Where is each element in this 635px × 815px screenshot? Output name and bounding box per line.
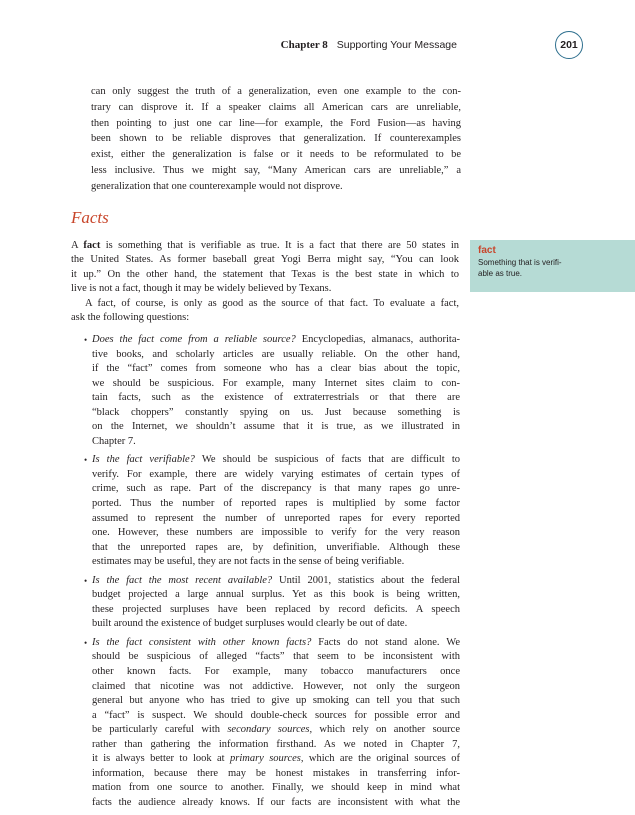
text-line: claimed that nicotine was not addictive. However, not only the surgeon bbox=[92, 680, 460, 692]
text-line: should be suspicious of alleged “facts” that seem to be inconsistent with bbox=[92, 651, 460, 663]
text-line: a “fact” is suspect. We should double-check sources for possible error and bbox=[92, 709, 460, 721]
text-line: these projected surpluses have been replaced by record deficits. A speech bbox=[92, 603, 460, 615]
text-line: been shown to be reliable disproves that generalization. If counterexamples bbox=[91, 133, 461, 145]
text-line: ported. Thus the number of reported rapes is multiplied by some factor bbox=[92, 498, 460, 510]
text-line: information, because there may be honest mistakes in transferring infor- bbox=[92, 767, 460, 779]
text-line: trary can disprove it. If a speaker claims all American cars are unreliable, bbox=[91, 101, 461, 113]
text-line: one. However, these numbers are impossible to verify for the very reason bbox=[92, 527, 460, 539]
text-line: “black choppers” constantly spying on us. Just because something is bbox=[92, 406, 460, 418]
facts-body bbox=[71, 239, 459, 325]
definition-line: able as true. bbox=[478, 268, 523, 278]
text-line: built around the existence of budget surpluses would clearly be out of date. bbox=[92, 618, 408, 630]
question-text: Does the fact come from a reliable source? bbox=[92, 334, 296, 345]
text-line: tain facts, such as the existence of extraterrestrials or that there are bbox=[92, 392, 460, 404]
text-run: Until 2001, statistics about the federal bbox=[272, 574, 460, 586]
text-line: assumed to represent the number of unreported rapes for every reported bbox=[92, 512, 460, 524]
text-run: which rely on another source bbox=[312, 724, 460, 736]
text-line bbox=[92, 752, 460, 767]
term-primary-sources: primary sources, bbox=[229, 753, 304, 765]
text-line: then pointing to just one car line—for example, the Ford Fusion—as having bbox=[91, 117, 461, 129]
text-line bbox=[92, 453, 460, 468]
text-line bbox=[92, 574, 460, 589]
text-line: ask the following questions: bbox=[71, 312, 190, 324]
text-line: can only suggest the truth of a generalization, even one example to the con- bbox=[91, 86, 461, 97]
text-line bbox=[92, 636, 460, 651]
text-run: is something that is verifiable as true. It is a fact that there are 50 states in bbox=[100, 240, 459, 251]
text-run: Facts do not stand alone. We bbox=[311, 636, 460, 648]
list-item bbox=[84, 333, 460, 449]
key-term-fact: fact bbox=[83, 240, 101, 251]
list-item bbox=[84, 574, 460, 632]
text-line: if the “fact” comes from someone who has a clear bias about the topic, bbox=[92, 363, 460, 375]
text-line bbox=[71, 239, 459, 253]
glossary-term: fact bbox=[478, 245, 496, 256]
list-item bbox=[84, 453, 460, 569]
text-line: verify. For example, there are widely varying estimates of certain types of bbox=[92, 468, 460, 480]
section-heading: Facts bbox=[71, 208, 109, 227]
term-secondary-sources: secondary sources, bbox=[227, 724, 313, 736]
chapter-title: Supporting Your Message bbox=[336, 39, 457, 51]
text-line: general but anyone who has tried to give up smoking can tell you that such bbox=[92, 695, 460, 707]
page-number: 201 bbox=[555, 31, 583, 59]
glossary-definition bbox=[478, 258, 627, 279]
text-run: which are the original sources of bbox=[303, 753, 460, 765]
text-line: Chapter 7. bbox=[92, 435, 136, 447]
text-run: We should be suspicious of facts that are difficult to bbox=[194, 454, 460, 466]
running-head bbox=[281, 39, 457, 51]
text-line: we should be suspicious. For example, many Internet sites claim to con- bbox=[92, 377, 460, 389]
text-line: other known facts. For example, many tobacco manufacturers once bbox=[92, 666, 460, 678]
list-item bbox=[84, 636, 460, 811]
text-line: less inclusive. Thus we might say, “Many American cars are unreliable,” a bbox=[91, 164, 461, 176]
question-text: Is the fact the most recent available? bbox=[92, 574, 273, 586]
text-line: live is not a fact, though it may be widely believed by Texans. bbox=[71, 283, 332, 295]
text-line bbox=[92, 723, 460, 738]
continuation-paragraph bbox=[91, 84, 461, 195]
chapter-label: Chapter 8 bbox=[280, 39, 328, 51]
text-line: facts the audience already knows. If our facts are inconsistent with what the bbox=[92, 796, 460, 808]
text-line: mation from one source to another. Finally, we should keep in mind what bbox=[92, 782, 460, 794]
text-line: exist, either the generalization is false or it needs to be reformulated to be bbox=[91, 149, 461, 161]
text-line: that the unreported rapes are, by definition, unverifiable. Although these bbox=[92, 541, 460, 553]
text-line bbox=[92, 333, 460, 348]
text-line: estimates may be useful, they are not facts in the sense of being verifiable. bbox=[92, 556, 405, 568]
question-list bbox=[84, 333, 460, 815]
text-line: budget projected a large annual surplus. Yet as this book is being written, bbox=[92, 589, 460, 601]
text-line: generalization that one counterexample would not disprove. bbox=[91, 180, 343, 192]
text-line: on the Internet, we shouldn’t assume that it is true, as we illustrated in bbox=[92, 421, 460, 433]
text-line: crime, such as rape. Part of the discrepancy is that many rapes go unre- bbox=[92, 483, 460, 495]
text-run: A bbox=[71, 240, 84, 251]
text-line: it up.” On the other hand, the statement that Texas is the best state in which to bbox=[71, 268, 459, 280]
question-text: Is the fact consistent with other known facts? bbox=[92, 636, 312, 648]
text-run: Encyclopedias, almanacs, authorita- bbox=[295, 334, 461, 345]
text-line: A fact, of course, is only as good as the source of that fact. To evaluate a fact, bbox=[85, 297, 459, 309]
text-line: the United States. As former baseball great Yogi Berra might say, “You can look bbox=[71, 254, 459, 266]
question-text: Is the fact verifiable? bbox=[92, 454, 195, 466]
text-run: it is always better to look at bbox=[92, 753, 230, 765]
text-run: be particularly careful with bbox=[92, 724, 228, 736]
definition-line: Something that is verifi- bbox=[478, 258, 562, 267]
margin-definition bbox=[470, 240, 635, 292]
text-line: tive books, and scholarly articles are usually reliable. On the other hand, bbox=[92, 348, 460, 360]
text-line: rather than gathering the information firsthand. As we noted in Chapter 7, bbox=[92, 738, 460, 750]
